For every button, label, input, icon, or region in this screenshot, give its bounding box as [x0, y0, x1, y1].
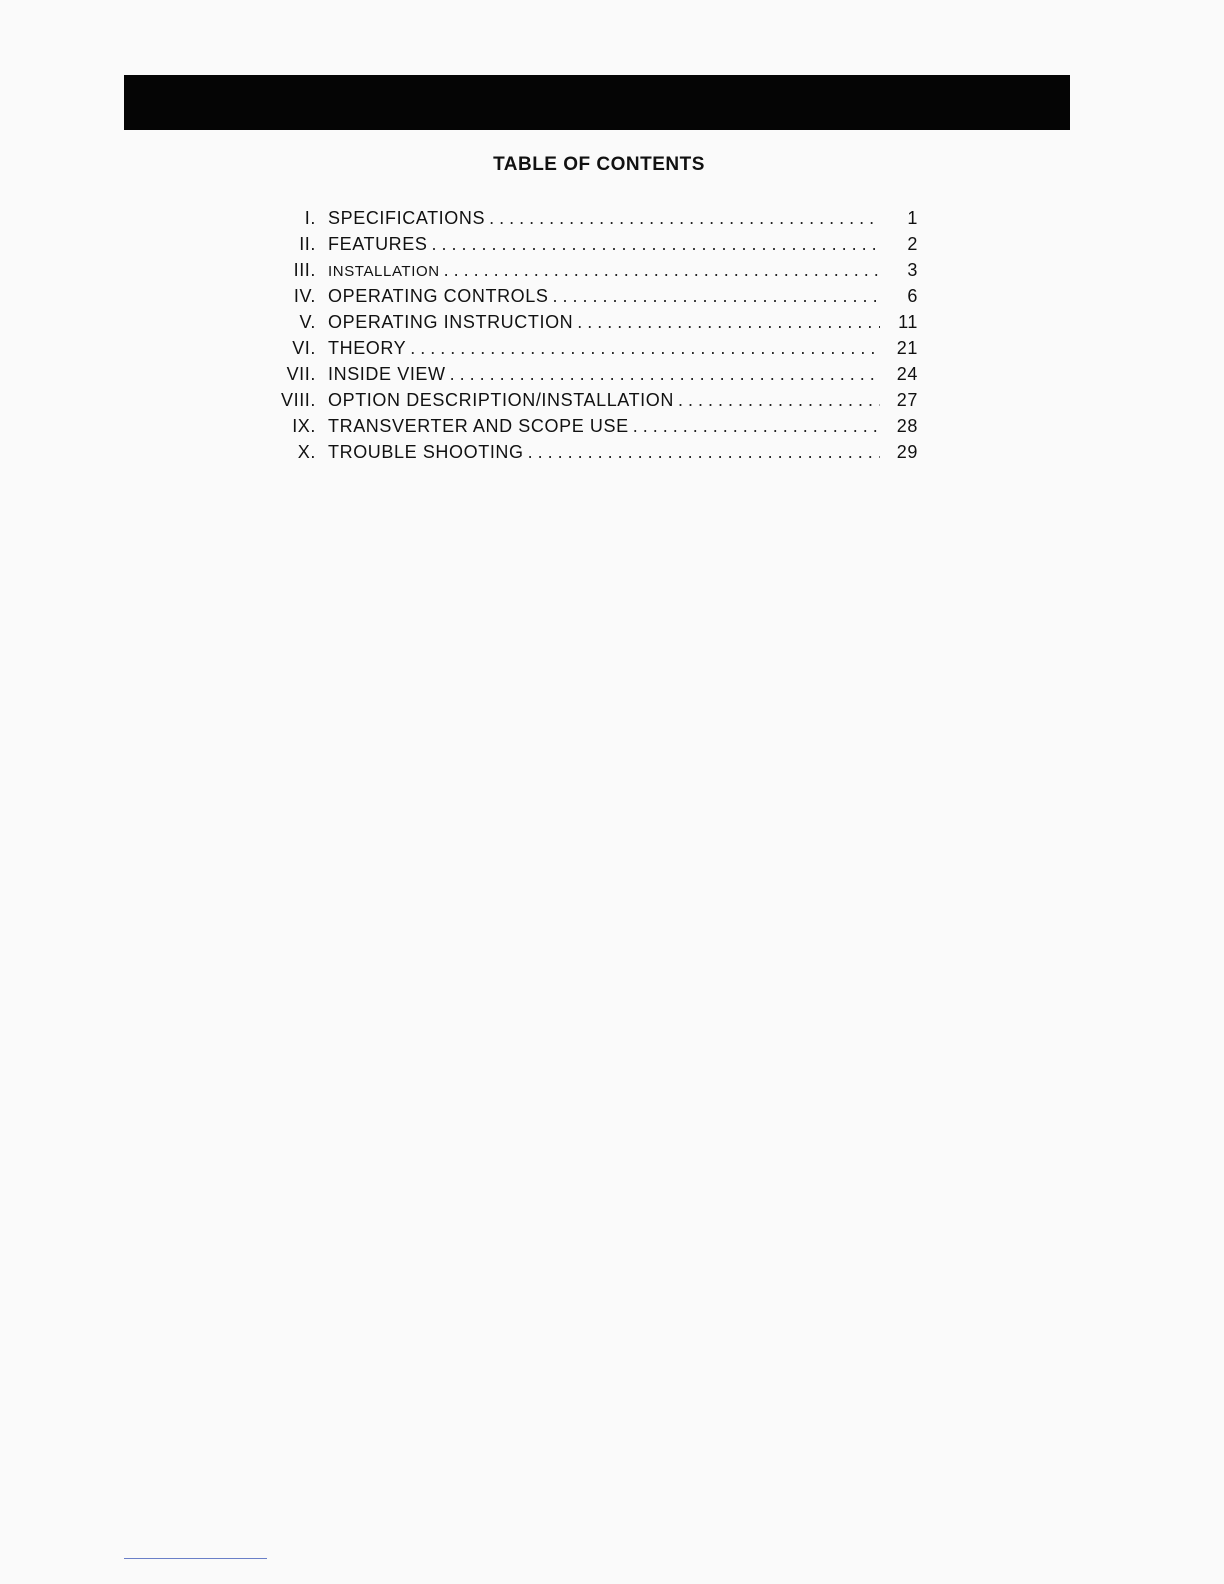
- footer-rule: [124, 1558, 267, 1559]
- toc-entry: [270, 231, 918, 257]
- toc-entry-number: X.: [297, 442, 316, 462]
- toc-entry-label: OPERATING INSTRUCTION: [328, 312, 574, 332]
- dot-leader: [553, 283, 881, 309]
- toc-entry-page: 27: [896, 390, 918, 410]
- toc-entry-page: 21: [896, 338, 918, 358]
- toc-entry: [270, 413, 918, 439]
- toc-entry-label: FEATURES: [328, 234, 428, 254]
- toc-entry-number: VI.: [292, 338, 316, 358]
- dot-leader: [678, 387, 880, 413]
- toc-entry-page: 24: [896, 364, 918, 384]
- toc-entry: [270, 283, 918, 309]
- toc-entry-label: INSTALLATION: [328, 263, 440, 280]
- toc-entry-page: 1: [907, 208, 918, 228]
- toc-entry: [270, 387, 918, 413]
- toc-entry: [270, 335, 918, 361]
- toc-entry-number: II.: [299, 234, 316, 254]
- toc-entry-number: VII.: [286, 364, 316, 384]
- dot-leader: [528, 439, 880, 465]
- dot-leader: [444, 257, 880, 283]
- toc-entry-page: 6: [907, 286, 918, 306]
- toc-entry-number: V.: [299, 312, 316, 332]
- toc-entry-label: INSIDE VIEW: [328, 364, 446, 384]
- toc-entry-page: 2: [907, 234, 918, 254]
- table-of-contents: [270, 205, 918, 465]
- dot-leader: [633, 413, 880, 439]
- toc-entry-page: 28: [896, 416, 918, 436]
- dot-leader: [577, 309, 880, 335]
- toc-entry: [270, 205, 918, 231]
- toc-entry-number: I.: [304, 208, 316, 228]
- dot-leader: [450, 361, 880, 387]
- toc-entry: [270, 439, 918, 465]
- toc-entry-label: SPECIFICATIONS: [328, 208, 486, 228]
- dot-leader: [410, 335, 880, 361]
- toc-entry: [270, 361, 918, 387]
- toc-entry-page: 11: [898, 312, 918, 332]
- toc-entry: [270, 309, 918, 335]
- toc-entry-number: VIII.: [280, 390, 316, 410]
- toc-entry-number: III.: [293, 260, 316, 280]
- dot-leader: [431, 231, 880, 257]
- toc-entry-label: TRANSVERTER AND SCOPE USE: [328, 416, 629, 436]
- dot-leader: [489, 205, 880, 231]
- toc-entry-label: TROUBLE SHOOTING: [328, 442, 524, 462]
- toc-entry-page: 3: [907, 260, 918, 280]
- toc-entry-number: IV.: [293, 286, 316, 306]
- toc-entry-label: THEORY: [328, 338, 407, 358]
- toc-entry-number: IX.: [292, 416, 316, 436]
- header-bar: [124, 75, 1070, 130]
- toc-entry-label: OPTION DESCRIPTION/INSTALLATION: [328, 390, 674, 410]
- toc-entry-page: 29: [896, 442, 918, 462]
- toc-entry-label: OPERATING CONTROLS: [328, 286, 549, 306]
- page-title: TABLE OF CONTENTS: [493, 154, 705, 175]
- toc-entry: [270, 257, 918, 283]
